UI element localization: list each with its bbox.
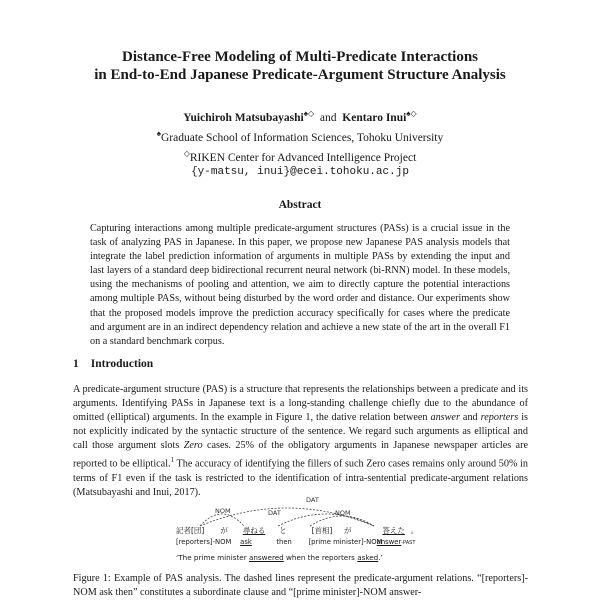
jp-token: 答えた [382,526,405,535]
author-1: Yuichiroh Matsubayashi [183,111,304,124]
intro-text-3: cases. 25% of the obligatory arguments in Japanese newspaper articles are reported to be elliptical. [73,440,528,470]
affiliation-2-text: RIKEN Center for Advanced Intelligence Project [189,151,417,164]
section-heading [73,358,153,370]
figure-1 [160,496,460,568]
figure-gloss-row [176,538,415,546]
translation-text-1: ‘The prime minister [176,553,247,562]
intro-text-2: is not explicitly indicated by the syntactic structure of the sentence. We regard such arguments as elliptical and call those argument slots [73,412,529,452]
gloss-token: ask [240,538,252,546]
figure-japanese-row [176,525,418,536]
title-line-2: in End-to-End Japanese Predicate-Argument Structure Analysis [94,67,506,83]
translation-asked: asked [357,553,379,562]
jp-token: 記者[団] [176,526,205,535]
affiliation-2 [0,146,600,166]
abstract-text: Capturing interactions among multiple predicate-argument structures (PASs) is a crucial issue in the task of analyzing PAS in Japanese. In this paper, we propose new Japanese PAS analysis models that integrate the label prediction information of arguments in multiple PASs by extending the input and last layers of a standard deep bidirectional recurrent neural network (bi-RNN) model. In these models, using the mechanisms of pooling and attention, we aim to directly capture the potential interactions among multiple PASs, without being disturbed by the word order and distance. Our experiments show that the proposed models improve the prediction accuracy specifically for cases where the predicate and argument are in an indirect dependency relation and achieve a new state of the art in the overall F1 on a standard benchmark corpus. [90,223,510,347]
gloss-token: [reporters]-NOM [176,538,232,546]
translation-text-3: .’ [378,553,383,562]
arc-label-nom-2: NOM [335,509,351,517]
jp-token: が [343,526,352,535]
jp-token: 。 [410,526,419,535]
author-2: Kentaro Inui [342,111,407,124]
figure-caption: Figure 1: Example of PAS analysis. The dashed lines represent the predicate-argument relations. “[reporters]-NOM ask then” constitutes a subordinate clause and “[prime minister]-NOM answer- [73,573,528,599]
gloss-token: answer [376,538,402,546]
gloss-token: [prime minister]-NOM [308,538,383,546]
footnote-mark: 1 [170,456,175,465]
section-number: 1 [73,358,79,370]
author-line [0,106,600,126]
arc-label-nom-1: NOM [215,507,231,515]
email: {y-matsu, inui}@ecei.tohoku.ac.jp [191,166,409,179]
author-and: and [319,111,337,124]
author-block [0,106,600,180]
paper-title [0,48,600,84]
abstract-heading: Abstract [278,199,322,211]
intro-paragraph [73,383,528,500]
arc-label-dat-2: DAT [306,496,319,504]
section-title: Introduction [90,358,154,370]
jp-token: 尋ねる [242,526,266,535]
affiliation-1-mark: ♠ [156,128,161,138]
intro-text-and: and [462,412,478,424]
intro-em-answer: answer [430,412,460,424]
intro-em-reporters: reporters [480,412,519,424]
affiliation-2-mark: ◇ [183,148,190,158]
translation-answered: answered [248,553,284,562]
jp-token: が [220,526,228,535]
intro-text-4: The accuracy of identifying the fillers of such Zero cases remains only around 50% in terms of F1 even if the task is restricted to the identification of intra-sentential predicate-argument relations (Matsubayashi and Inui, 2017). [73,458,528,499]
intro-em-zero: Zero [183,440,203,452]
arc-label-dat-1: DAT [268,509,281,517]
affiliation-1-text: Graduate School of Information Sciences, Tohoku University [160,131,444,144]
jp-token: と [279,526,287,535]
gloss-token: -PAST [401,540,416,546]
title-line-1: Distance-Free Modeling of Multi-Predicate Interactions [121,49,479,65]
jp-token: [首相] [311,526,333,535]
translation-text-2: when the reporters [286,553,355,562]
author-2-marks: ♠◇ [406,109,417,118]
author-1-marks: ♠◇ [303,109,315,118]
affiliation-1 [0,126,600,146]
intro-text-1: A predicate-argument structure (PAS) is a structure that represents the relationships between a predicate and its arguments. Identifying PASs in Japanese text is a long-standing challenge chiefly due to the abundance of omitted (elliptical) arguments. In the example in Figure 1, the dative relation between [73,384,528,424]
gloss-token: then [276,538,292,546]
figure-translation [176,553,383,562]
